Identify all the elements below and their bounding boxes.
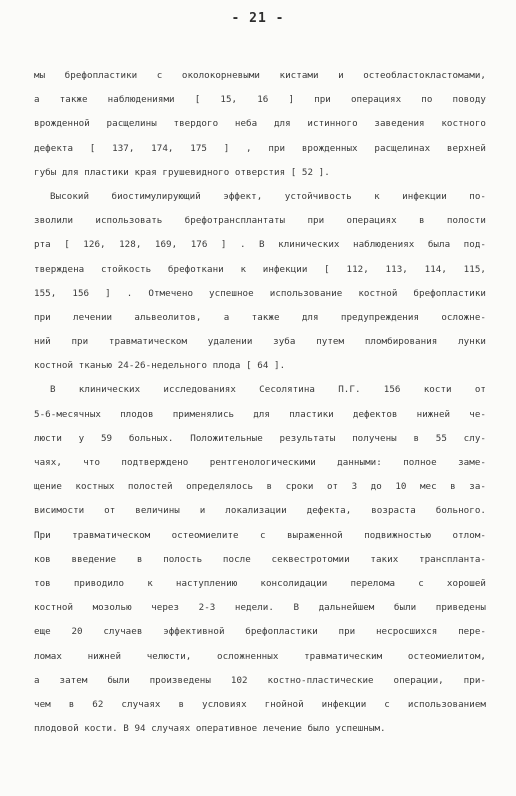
text-line: 155, 156 ] . Отмечено успешное использование костной брефопластики bbox=[34, 287, 486, 299]
text-line: ломах нижней челюсти, осложненных травматическим остеомиелитом, bbox=[34, 650, 486, 662]
text-line: плодовой кости. В 94 случаях оперативное лечение было успешным. bbox=[34, 723, 386, 735]
text-line: 5-6-месячных плодов применялись для пластики дефектов нижней че- bbox=[34, 408, 486, 420]
text-line: тверждена стойкость брефоткани к инфекции [ 112, 113, 114, 115, bbox=[34, 263, 486, 275]
text-line: а затем были произведены 102 костно-пластические операции, при- bbox=[34, 674, 486, 686]
text-line: люсти у 59 больных. Положительные результаты получены в 55 слу- bbox=[34, 432, 486, 444]
text-line: дефекта [ 137, 174, 175 ] , при врожденных расщелинах верхней bbox=[34, 142, 486, 154]
text-line: еще 20 случаев эффективной брефопластики при несросшихся пере- bbox=[34, 626, 486, 638]
text-line: костной мозолью через 2-3 недели. В дальнейшем были приведены bbox=[34, 602, 486, 614]
text-line: рта [ 126, 128, 169, 176 ] . В клинических наблюдениях была под- bbox=[34, 239, 486, 251]
text-line: ков введение в полость после секвестротомии таких транспланта- bbox=[34, 553, 486, 565]
text-line: щение костных полостей определялось в сроки от 3 до 10 мес в за- bbox=[34, 481, 486, 493]
page-number: - 21 - bbox=[231, 11, 285, 26]
text-line: В клинических исследованиях Сесолятина П.Г. 156 кости от bbox=[50, 384, 486, 396]
text-line: при лечении альвеолитов, а также для предупреждения осложне- bbox=[34, 311, 486, 323]
text-line: При травматическом остеомиелите с выраженной подвижностью отлом- bbox=[34, 529, 486, 541]
text-line: чаях, что подтверждено рентгенологическими данными: полное заме- bbox=[34, 457, 486, 468]
body-text bbox=[34, 64, 486, 741]
text-line: зволили использовать брефотрансплантаты при операциях в полости bbox=[34, 215, 486, 227]
text-line: мы брефопластики с околокорневыми кистами и остеобластокластомами, bbox=[34, 70, 486, 81]
text-line: врожденной расщелины твердого неба для истинного заведения костного bbox=[34, 118, 486, 130]
text-line: губы для пластики края грушевидного отверстия [ 52 ]. bbox=[34, 166, 330, 178]
text-line: Высокий биостимулирующий эффект, устойчивость к инфекции по- bbox=[50, 190, 486, 202]
text-line: а также наблюдениями [ 15, 16 ] при операциях по поводу bbox=[34, 94, 486, 106]
text-line: тов приводило к наступлению консолидации перелома с хорошей bbox=[34, 577, 486, 589]
text-line: висимости от величины и локализации дефекта, возраста больного. bbox=[34, 505, 486, 517]
text-line: чем в 62 случаях в условиях гнойной инфекции с использованием bbox=[34, 698, 486, 710]
text-line: костной тканью 24-26-недельного плода [ 64 ]. bbox=[34, 360, 286, 372]
text-line: ний при травматическом удалении зуба путем пломбирования лунки bbox=[34, 336, 486, 348]
